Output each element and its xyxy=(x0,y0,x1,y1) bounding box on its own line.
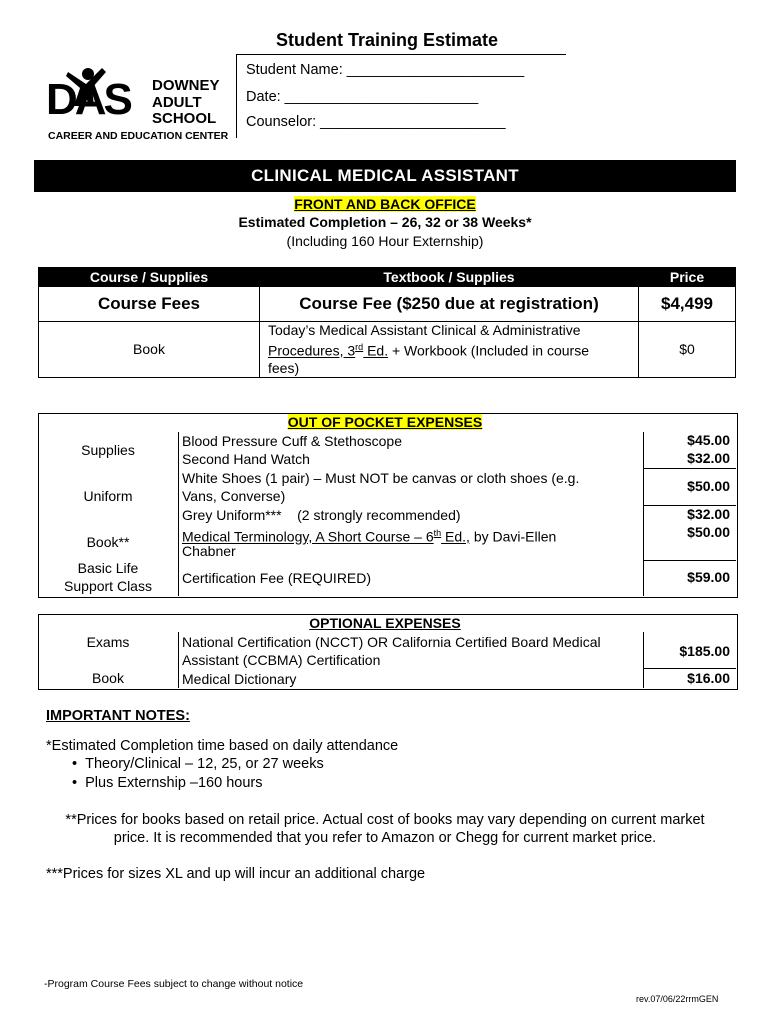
price-watch: $32.00 xyxy=(687,450,730,466)
course-fees-table xyxy=(38,267,736,378)
book-label: Book xyxy=(39,322,260,378)
course-fees-desc: Course Fee ($250 due at registration) xyxy=(260,287,639,322)
price-term: $50.00 xyxy=(687,524,730,540)
book-desc-line2c: + Workbook (Included in course xyxy=(388,342,589,359)
book-price: $0 xyxy=(639,322,736,378)
label-bls2: Support Class xyxy=(64,578,152,594)
header-textbook-supplies: Textbook / Supplies xyxy=(260,268,639,287)
oop-heading-text: OUT OF POCKET EXPENSES xyxy=(287,414,483,430)
externship-text: (Including 160 Hour Externship) xyxy=(286,233,484,249)
price-shoes: $50.00 xyxy=(687,478,730,494)
note-bullet-1-text: Theory/Clinical – 12, 25, or 27 weeks xyxy=(85,756,324,772)
table-row xyxy=(39,322,736,378)
notes-heading: IMPORTANT NOTES: xyxy=(46,708,190,724)
book-desc-line1: Today’s Medical Assistant Clinical & Administrative xyxy=(268,322,581,338)
completion-text: Estimated Completion – 26, 32 or 38 Weeks* xyxy=(238,214,532,230)
label-supplies: Supplies xyxy=(81,442,135,458)
note-books-line1: **Prices for books based on retail price. Actual cost of books may vary depending on current market xyxy=(65,812,705,828)
school-logo xyxy=(46,62,236,144)
date-field[interactable]: Date: ________________________ xyxy=(246,89,479,105)
bullet-icon: • xyxy=(72,775,78,791)
item-terminology xyxy=(182,524,556,546)
oop-divider-left xyxy=(178,432,179,596)
page-title: Student Training Estimate xyxy=(276,30,499,50)
item-term-c: by Davi-Ellen xyxy=(469,528,557,545)
item-dictionary: Medical Dictionary xyxy=(182,671,297,687)
optional-divider-left xyxy=(178,632,179,688)
label-book-optional: Book xyxy=(92,670,124,686)
book-desc-line2b: Ed. xyxy=(363,342,389,359)
header-course-supplies: Course / Supplies xyxy=(39,268,260,287)
item-watch: Second Hand Watch xyxy=(182,451,310,467)
student-name-field[interactable]: Student Name: ______________________ xyxy=(246,62,525,78)
note-bullet-2-text: Plus Externship –160 hours xyxy=(85,775,263,791)
note-completion: *Estimated Completion time based on daily attendance xyxy=(46,738,399,754)
table-header-row xyxy=(39,268,736,287)
item-cert: Certification Fee (REQUIRED) xyxy=(182,570,372,586)
item-term-sup: th xyxy=(433,528,442,538)
item-grey-uniform: Grey Uniform*** (2 strongly recommended) xyxy=(182,507,461,523)
program-banner: CLINICAL MEDICAL ASSISTANT xyxy=(34,160,736,192)
logo-big-letters: DAS xyxy=(46,75,130,124)
course-fees-price: $4,499 xyxy=(639,287,736,322)
item-ncct2: Assistant (CCBMA) Certification xyxy=(182,652,381,668)
note-bullet-1 xyxy=(72,756,324,772)
note-sizes: ***Prices for sizes XL and up will incur an additional charge xyxy=(46,866,426,882)
label-bls1: Basic Life xyxy=(77,560,139,576)
optional-divider-right xyxy=(643,632,644,688)
price-cuff: $45.00 xyxy=(687,432,730,448)
book-desc-line2a: Procedures, 3 xyxy=(268,342,356,359)
item-shoes2: Vans, Converse) xyxy=(182,488,286,504)
header-box-top-border xyxy=(236,54,566,55)
price-cert: $59.00 xyxy=(687,569,730,585)
bullet-icon: • xyxy=(72,756,78,772)
optional-heading-text: OPTIONAL EXPENSES xyxy=(309,615,461,631)
oop-divider-right xyxy=(643,432,644,596)
footer-revision: rev.07/06/22rrmGEN xyxy=(636,994,719,1004)
price-dictionary: $16.00 xyxy=(687,670,730,686)
label-book-oop: Book** xyxy=(86,534,130,550)
optional-heading xyxy=(0,615,770,631)
price-rule-3 xyxy=(643,560,736,561)
label-exams: Exams xyxy=(86,634,130,650)
office-subheading xyxy=(0,196,770,212)
book-desc-sup: rd xyxy=(355,342,364,352)
logo-line3: SCHOOL xyxy=(152,110,217,127)
table-row xyxy=(39,287,736,322)
item-cuff: Blood Pressure Cuff & Stethoscope xyxy=(182,433,402,449)
header-box-left-border xyxy=(236,54,237,138)
item-shoes1: White Shoes (1 pair) – Must NOT be canvas or cloth shoes (e.g. xyxy=(182,470,580,486)
course-fees-label: Course Fees xyxy=(39,287,260,322)
office-subheading-text: FRONT AND BACK OFFICE xyxy=(294,196,476,212)
label-uniform: Uniform xyxy=(83,488,133,504)
header-price: Price xyxy=(639,268,736,287)
item-term-b: Ed., xyxy=(441,528,470,545)
book-desc-line3: fees) xyxy=(268,359,300,376)
oop-heading xyxy=(0,414,770,430)
logo-tagline: CAREER AND EDUCATION CENTER xyxy=(48,130,229,142)
footer-fees-notice: -Program Course Fees subject to change without notice xyxy=(44,978,304,990)
counselor-field[interactable]: Counselor: _______________________ xyxy=(246,114,506,130)
book-desc xyxy=(260,322,639,378)
note-bullet-2 xyxy=(72,775,262,791)
price-rule-4 xyxy=(643,668,736,669)
price-rule-1 xyxy=(643,468,736,469)
item-term-a: Medical Terminology, A Short Course – 6 xyxy=(182,528,434,545)
item-terminology-line2: Chabner xyxy=(182,543,236,559)
price-grey: $32.00 xyxy=(687,506,730,522)
logo-line2: ADULT xyxy=(152,94,202,111)
item-ncct1: National Certification (NCCT) OR California Certified Board Medical xyxy=(182,634,601,650)
note-books-line2: price. It is recommended that you refer to Amazon or Chegg for current market price. xyxy=(113,830,657,846)
price-ncct: $185.00 xyxy=(679,643,730,659)
logo-line1: DOWNEY xyxy=(152,77,220,94)
